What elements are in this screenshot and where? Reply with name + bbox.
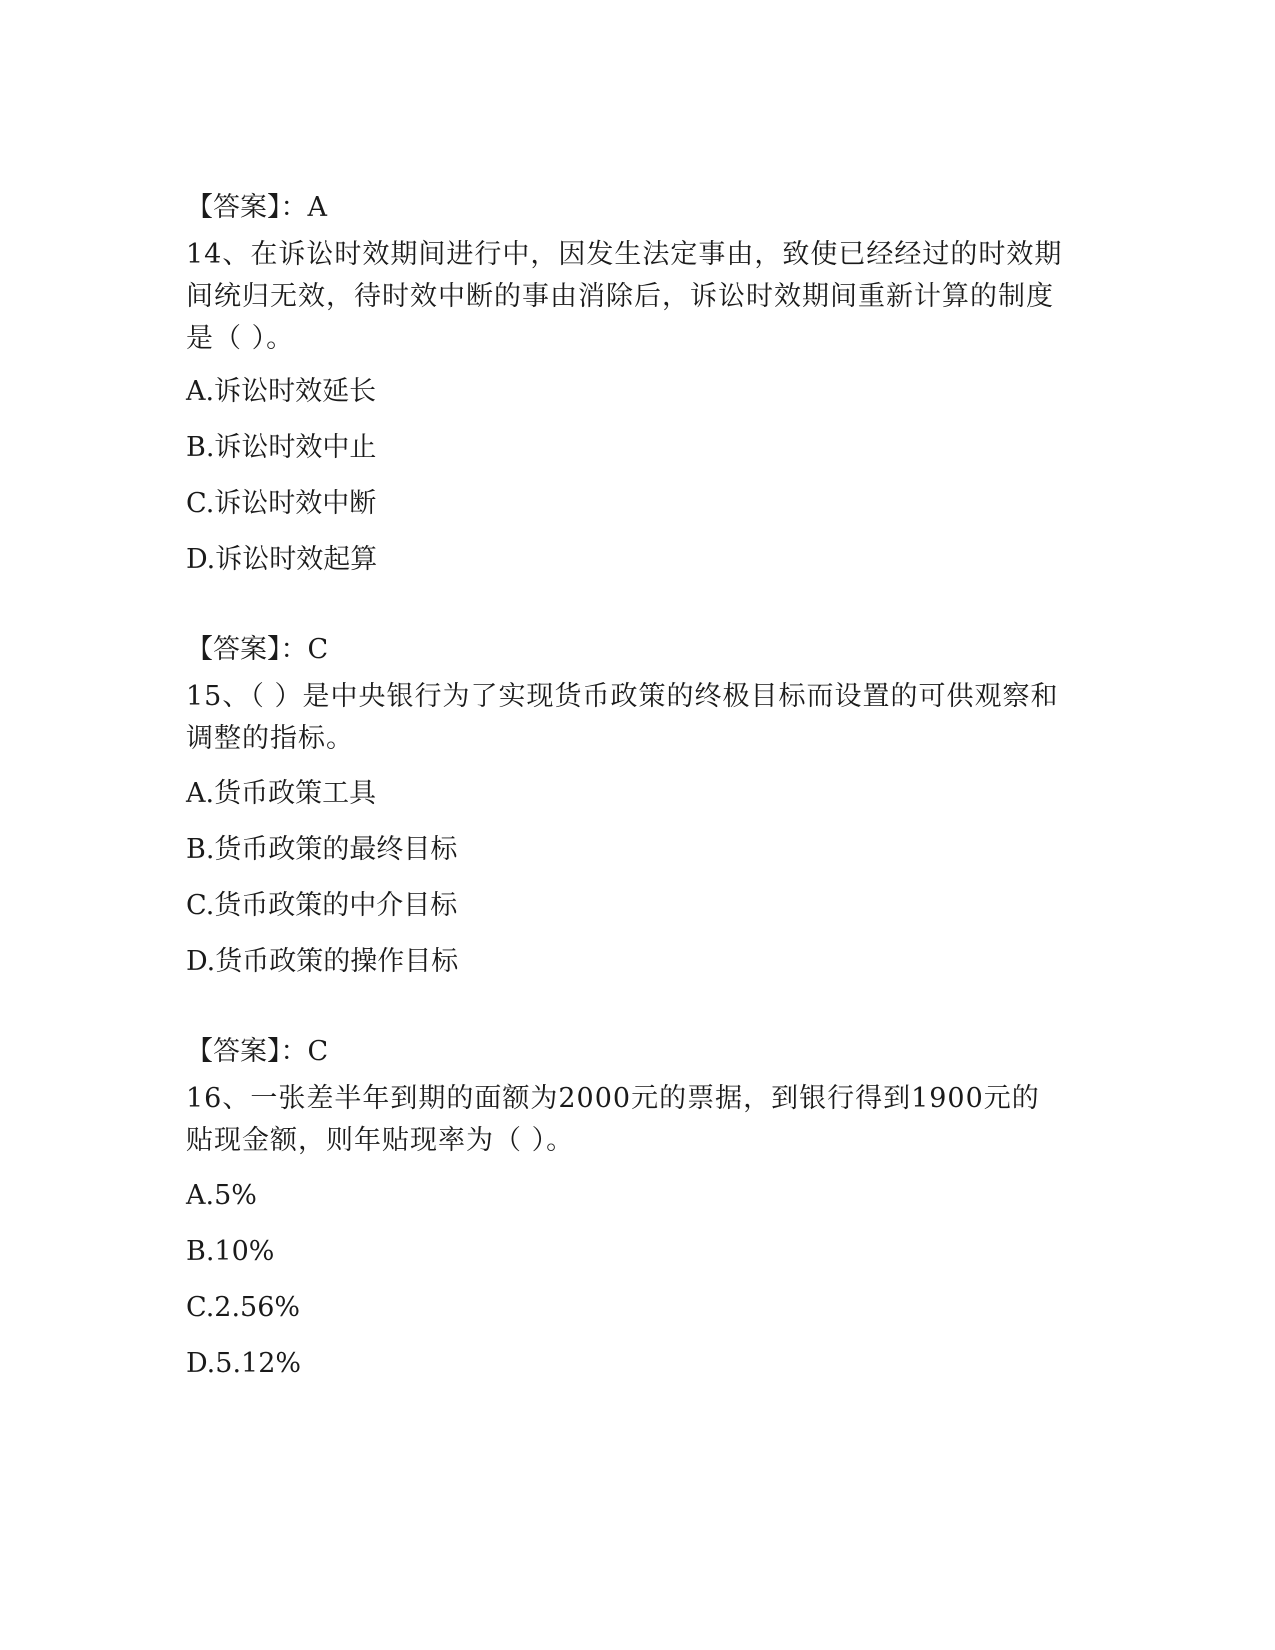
options-15 xyxy=(186,776,1066,1000)
option-15-b: B.货币政策的最终目标 xyxy=(186,834,458,865)
answer-14: 【答案】：C xyxy=(186,634,329,665)
answer-15: 【答案】：C xyxy=(186,1036,329,1067)
answer-13: 【答案】：A xyxy=(186,192,327,223)
question-16: 16、一张差半年到期的面额为2000元的票据，到银行得到1900元的贴现金额，则年贴现率为（ ）。 xyxy=(186,1083,1040,1156)
option-14-b: B.诉讼时效中止 xyxy=(186,432,377,463)
option-15-c: C.货币政策的中介目标 xyxy=(186,890,458,921)
options-14 xyxy=(186,374,1066,598)
question-15: 15、（ ）是中央银行为了实现货币政策的终极目标而设置的可供观察和调整的指标。 xyxy=(186,681,1059,754)
option-14-a: A.诉讼时效延长 xyxy=(186,376,377,407)
option-16-c: C.2.56% xyxy=(186,1292,301,1323)
option-15-d: D.货币政策的操作目标 xyxy=(186,946,459,977)
option-16-a: A.5% xyxy=(186,1180,257,1211)
option-16-d: D.5.12% xyxy=(186,1348,302,1379)
options-16 xyxy=(186,1178,1066,1402)
option-16-b: B.10% xyxy=(186,1236,275,1267)
option-14-d: D.诉讼时效起算 xyxy=(186,544,378,575)
option-15-a: A.货币政策工具 xyxy=(186,778,377,809)
option-14-c: C.诉讼时效中断 xyxy=(186,488,377,519)
question-14: 14、在诉讼时效期间进行中，因发生法定事由，致使已经经过的时效期间统归无效，待时效中断的事由消除后，诉讼时效期间重新计算的制度是（ ）。 xyxy=(186,239,1063,354)
